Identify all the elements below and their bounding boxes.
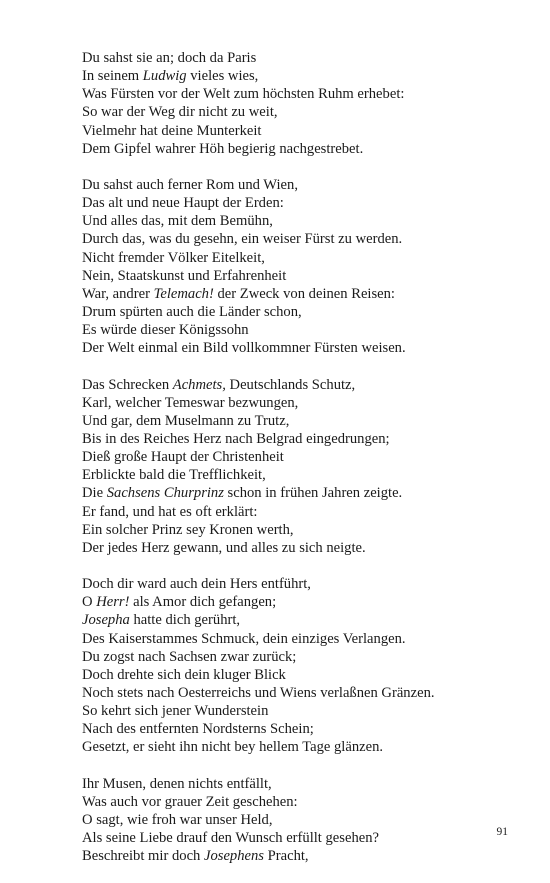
line-text: Ein solcher Prinz sey Kronen werth,	[82, 521, 294, 538]
poem-line	[82, 666, 522, 684]
poem-line	[82, 249, 522, 267]
poem-line	[82, 829, 522, 847]
line-text: Der jedes Herz gewann, und alles zu sich neigte.	[82, 539, 366, 556]
line-text: War, andrer	[82, 285, 154, 302]
line-text: Nein, Staatskunst und Erfahrenheit	[82, 267, 287, 284]
line-text: vieles wies,	[186, 68, 259, 85]
line-text: Drum spürten auch die Länder schon,	[82, 304, 302, 321]
line-text: Bis in des Reiches Herz nach Belgrad eingedrungen;	[82, 430, 390, 447]
line-text: der Zweck von deinen Reisen:	[213, 285, 395, 302]
line-text: Das Schrecken	[82, 376, 173, 393]
line-text: Und gar, dem Muselmann zu Trutz,	[82, 412, 290, 429]
poem-line	[82, 85, 522, 103]
line-text: hatte dich gerührt,	[129, 612, 241, 629]
line-text: So kehrt sich jener Wunderstein	[82, 703, 269, 720]
stanza	[82, 176, 522, 358]
line-text: Was Fürsten vor der Welt zum höchsten Ruhm erhebet:	[82, 86, 405, 103]
line-text: Deutschlands Schutz,	[225, 376, 356, 393]
poem-line	[82, 593, 522, 611]
poem-line	[82, 303, 522, 321]
italic-name: Achmets,	[172, 376, 226, 393]
poem-line	[82, 466, 522, 484]
page-number: 91	[496, 826, 508, 838]
poem-line	[82, 503, 522, 521]
line-text: Beschreibt mir doch	[82, 848, 204, 865]
poem-line	[82, 49, 522, 67]
stanza	[82, 775, 522, 866]
poem-line	[82, 521, 522, 539]
line-text: Nicht fremder Völker Eitelkeit,	[82, 249, 265, 266]
poem-line	[82, 539, 522, 557]
line-text: Der Welt einmal ein Bild vollkommner Fürsten weisen.	[82, 340, 406, 357]
line-text: Was auch vor grauer Zeit geschehen:	[82, 793, 298, 810]
line-text: In seinem	[82, 68, 143, 85]
line-text: So war der Weg dir nicht zu weit,	[82, 104, 278, 121]
line-text: Dieß große Haupt der Christenheit	[82, 449, 284, 466]
line-text: schon in frühen Jahren zeigte.	[223, 485, 403, 502]
italic-name: Ludwig	[142, 68, 187, 85]
poem-line	[82, 67, 522, 85]
poem-line	[82, 321, 522, 339]
poem-line	[82, 775, 522, 793]
line-text: Karl, welcher Temeswar bezwungen,	[82, 394, 299, 411]
poem-line	[82, 140, 522, 158]
stanza	[82, 575, 522, 757]
line-text: Erblickte bald die Trefflichkeit,	[82, 467, 266, 484]
line-text: als Amor dich gefangen;	[129, 594, 277, 611]
line-text: Er fand, und hat es oft erklärt:	[82, 503, 258, 520]
line-text: Es würde dieser Königssohn	[82, 322, 249, 339]
poem-line	[82, 230, 522, 248]
poem-line	[82, 103, 522, 121]
line-text: Das alt und neue Haupt der Erden:	[82, 195, 284, 212]
poem-line	[82, 702, 522, 720]
line-text: Gesetzt, er sieht ihn nicht bey hellem Tage glänzen.	[82, 739, 384, 756]
line-text: Du sahst auch ferner Rom und Wien,	[82, 176, 298, 193]
line-text: Vielmehr hat deine Munterkeit	[82, 122, 262, 139]
poem-line	[82, 412, 522, 430]
poem-line	[82, 847, 522, 865]
poem-line	[82, 194, 522, 212]
line-text: Die	[82, 485, 107, 502]
poem-line	[82, 811, 522, 829]
line-text: Pracht,	[263, 848, 309, 865]
poem-line	[82, 720, 522, 738]
line-text: Noch stets nach Oesterreichs und Wiens verlaßnen Gränzen.	[82, 685, 435, 701]
poem-line	[82, 738, 522, 756]
italic-name: Josepha	[82, 612, 130, 629]
line-text: Durch das, was du gesehn, ein weiser Fürst zu werden.	[82, 231, 403, 248]
poem-line	[82, 611, 522, 629]
stanza	[82, 376, 522, 558]
italic-name: Sachsens Churprinz	[106, 485, 224, 502]
poem-line	[82, 630, 522, 648]
italic-name: Herr!	[96, 594, 130, 611]
poem-line	[82, 484, 522, 502]
italic-name: Josephens	[204, 848, 264, 865]
italic-name: Telemach!	[153, 285, 214, 302]
poem-line	[82, 448, 522, 466]
poem-line	[82, 684, 522, 702]
poem-line	[82, 648, 522, 666]
poem-line	[82, 267, 522, 285]
line-text: Du zogst nach Sachsen zwar zurück;	[82, 648, 297, 665]
poem-line	[82, 339, 522, 357]
line-text: Doch dir ward auch dein Hers entführt,	[82, 576, 311, 593]
poem-line	[82, 176, 522, 194]
line-text: Als seine Liebe drauf den Wunsch erfüllt gesehen?	[82, 830, 379, 847]
line-text: Des Kaiserstammes Schmuck, dein einziges Verlangen.	[82, 630, 406, 647]
poem-line	[82, 285, 522, 303]
poem-line	[82, 122, 522, 140]
poem-line	[82, 394, 522, 412]
poem-line	[82, 793, 522, 811]
line-text: Doch drehte sich dein kluger Blick	[82, 666, 286, 683]
poem-line	[82, 376, 522, 394]
line-text: Dem Gipfel wahrer Höh begierig nachgestrebet.	[82, 140, 364, 157]
line-text: O	[82, 594, 97, 611]
poem-line	[82, 430, 522, 448]
line-text: Du sahst sie an; doch da Paris	[82, 50, 257, 66]
line-text: Ihr Musen, denen nichts entfällt,	[82, 775, 272, 792]
poem-line	[82, 212, 522, 230]
line-text: O sagt, wie froh war unser Held,	[82, 811, 273, 828]
poem-line	[82, 575, 522, 593]
poem-text	[82, 49, 522, 883]
line-text: Und alles das, mit dem Bemühn,	[82, 213, 273, 230]
line-text: Nach des entfernten Nordsterns Schein;	[82, 721, 314, 738]
stanza	[82, 49, 522, 158]
